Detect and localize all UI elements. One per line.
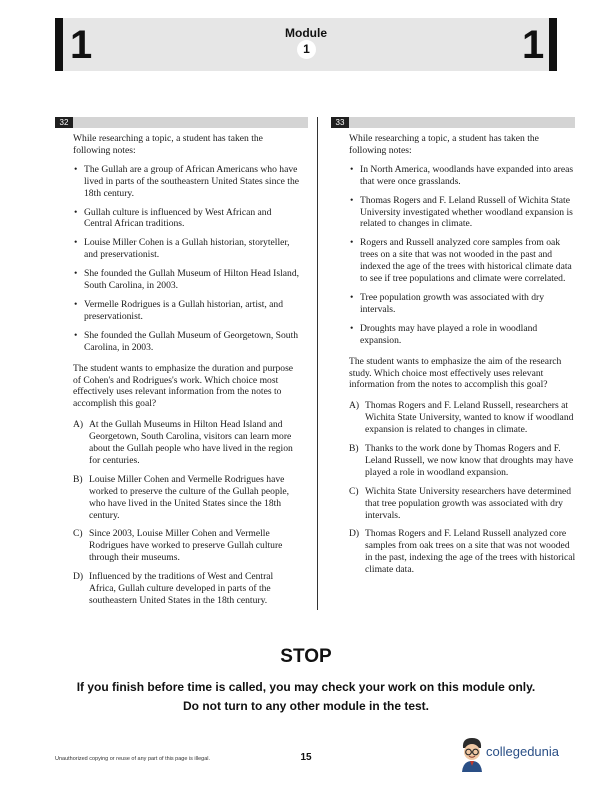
- note-item: • She founded the Gullah Museum of Hilton Head Island, South Carolina, in 2003.: [74, 268, 300, 292]
- stop-instruction-line-1: If you finish before time is called, you may check your work on this module only.: [76, 680, 536, 694]
- question-32-number: 32: [55, 117, 73, 128]
- question-33: [349, 133, 576, 576]
- question-stem: The student wants to emphasize the duration and purpose of Cohen's and Rodrigues's work. Which choice most effectively uses relevant information from the notes to accomplish this goal?: [73, 362, 294, 410]
- header-right-block: [549, 18, 557, 71]
- answer-option-d[interactable]: D) Influenced by the traditions of West and Central Africa, Gullah culture developed in parts of the southeastern United States in the 18th century.: [73, 571, 274, 606]
- brand-name: collegedunia: [486, 744, 560, 759]
- note-item: • Droughts may have played a role in woodland expansion.: [350, 322, 538, 346]
- answer-option-d[interactable]: D) Thomas Rogers and F. Leland Russell analyzed core samples from oak trees on a site that was not wooded in the past, indexing the age of the trees with historical climate data.: [349, 528, 576, 576]
- question-stem: The student wants to emphasize the aim of the research study. Which choice most effectively uses relevant information from the notes to accomplish this goal?: [349, 355, 562, 391]
- answer-option-b[interactable]: B) Louise Miller Cohen and Vermelle Rodrigues have worked to preserve the culture of the Gullah people, who have lived in the United States since the 18th century.: [73, 473, 290, 521]
- page-number: 15: [300, 752, 312, 763]
- note-item: • She founded the Gullah Museum of Georgetown, South Carolina, in 2003.: [74, 329, 299, 353]
- note-item: • In North America, woodlands have expanded into areas that were once grasslands.: [350, 163, 574, 187]
- answer-option-c[interactable]: C) Since 2003, Louise Miller Cohen and Vermelle Rodrigues have worked to preserve Gullah culture through their museums.: [73, 528, 283, 564]
- question-33-bar: [331, 117, 575, 128]
- header-left-number: 1: [70, 23, 93, 67]
- question-intro: While researching a topic, a student has taken the following notes:: [349, 133, 539, 156]
- question-33-number: 33: [331, 117, 349, 128]
- column-divider: [317, 117, 318, 610]
- stop-instruction-line-2: Do not turn to any other module in the test.: [183, 699, 429, 713]
- student-mascot-icon: [457, 735, 487, 773]
- note-item: • Louise Miller Cohen is a Gullah historian, storyteller, and preservationist.: [74, 237, 290, 261]
- module-label: Module: [285, 26, 327, 40]
- answer-option-a[interactable]: A) Thomas Rogers and F. Leland Russell, researchers at Wichita State University, wanted to know if woodland expansion is related to changes in climate.: [349, 400, 574, 436]
- note-item: • Tree population growth was associated with dry intervals.: [350, 291, 545, 315]
- note-item: • Rogers and Russell analyzed core samples from oak trees on a site that was not wooded in the past and indexed the age of the trees with historical climate data to see if tree populations and climate were correlated.: [350, 237, 572, 285]
- header-right-number: 1: [522, 23, 545, 67]
- notes-list: [349, 164, 576, 347]
- note-item: • The Gullah are a group of African Americans who have lived in parts of the southeastern United States since the 18th century.: [74, 163, 300, 199]
- answer-option-b[interactable]: B) Thanks to the work done by Thomas Rogers and F. Leland Russell, we now know that droughts may have played a role in woodland expansion.: [349, 443, 574, 478]
- notes-list: [73, 164, 301, 354]
- note-item: • Gullah culture is influenced by West African and Central African traditions.: [74, 206, 272, 230]
- question-32-bar: [55, 117, 308, 128]
- note-item: • Thomas Rogers and F. Leland Russell of Wichita State University investigated whether woodland expansion is related to changes in climate.: [350, 194, 573, 230]
- question-32: [73, 133, 301, 607]
- answer-option-c[interactable]: C) Wichita State University researchers have determined that tree population growth was associated with dry intervals.: [349, 485, 572, 521]
- legal-notice: Unauthorized copying or reuse of any part of this page is illegal.: [55, 756, 211, 762]
- module-number-badge: 1: [297, 40, 316, 59]
- note-item: • Vermelle Rodrigues is a Gullah historian, artist, and preservationist.: [74, 298, 284, 322]
- stop-heading: STOP: [280, 646, 332, 667]
- header-left-block: [55, 18, 63, 71]
- answer-option-a[interactable]: A) At the Gullah Museums in Hilton Head Island and Georgetown, South Carolina, visitors can learn more about the Gullah people who have lived in the region for centuries.: [73, 419, 293, 466]
- question-intro: While researching a topic, a student has taken the following notes:: [73, 133, 263, 156]
